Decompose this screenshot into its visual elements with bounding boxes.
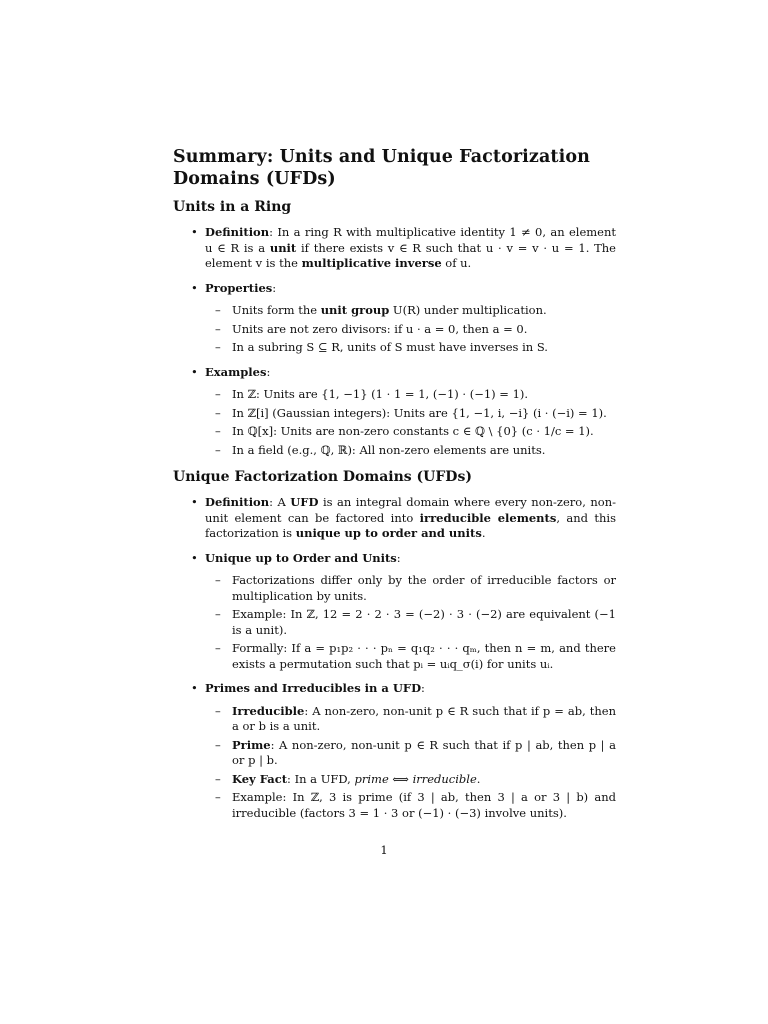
units-properties-item xyxy=(173,281,616,356)
dash-icon: – xyxy=(215,321,221,336)
ufd-definition-text: : A xyxy=(269,495,291,509)
bullet-icon: • xyxy=(191,681,198,695)
ufd-term-irreducible: irreducible elements xyxy=(419,510,557,525)
ufd-definition-label: Definition xyxy=(205,495,270,509)
list-item xyxy=(205,607,616,638)
ufd-term-unique: unique up to order and units xyxy=(295,526,482,540)
dash-icon: – xyxy=(215,387,221,401)
examples-sublist xyxy=(205,387,616,458)
properties-label: Properties xyxy=(205,280,273,295)
list-item-text: Example: In ℤ, 12 = 2 · 2 · 3 = (−2) · 3 · (−2) are equivalent (−1 is a unit). xyxy=(232,607,616,637)
list-item xyxy=(205,573,616,604)
ufd-definition-text-3: , and this factorization is xyxy=(205,510,616,540)
list-item-bold: unit group xyxy=(320,303,390,317)
primes-colon: : xyxy=(421,681,425,695)
ufd-list xyxy=(173,495,616,821)
definition-term-inverse: multiplicative inverse xyxy=(301,256,442,270)
ufd-term: UFD xyxy=(290,495,319,509)
list-item-text: Units form the xyxy=(232,303,321,317)
list-item xyxy=(205,443,616,459)
dash-icon: – xyxy=(215,703,221,718)
irreducible-text: : A non-zero, non-unit p ∈ R such that if p = ab, then a or b is a unit. xyxy=(232,703,616,733)
list-item xyxy=(205,406,616,422)
examples-colon: : xyxy=(266,364,271,379)
prime-text: : A non-zero, non-unit p ∈ R such that if p | ab, then p | a or p | b. xyxy=(232,737,616,767)
keyfact-text: : In a UFD, xyxy=(287,771,355,786)
dash-icon: – xyxy=(215,573,221,587)
list-item xyxy=(205,641,616,672)
dash-icon: – xyxy=(215,405,221,420)
examples-label: Examples xyxy=(205,364,267,379)
unique-colon: : xyxy=(396,550,401,565)
primes-label: Primes and Irreducibles in a UFD xyxy=(205,681,422,695)
keyfact-iff: ⟺ xyxy=(388,771,413,786)
dash-icon: – xyxy=(215,442,221,457)
list-item xyxy=(205,772,616,788)
ufd-primes-item xyxy=(173,681,616,821)
keyfact-label: Key Fact xyxy=(232,771,288,786)
dash-icon: – xyxy=(215,790,221,804)
units-list xyxy=(173,225,616,458)
units-examples-item xyxy=(173,365,616,459)
keyfact-period: . xyxy=(476,771,481,786)
bullet-icon: • xyxy=(191,495,198,509)
ufd-definition-text-2: is an integral domain where every non-zero, non-unit element can be factored into xyxy=(205,495,616,525)
list-item xyxy=(205,387,616,403)
list-item-text: Units are not zero divisors: if u · a = 0, then a = 0. xyxy=(232,321,528,336)
bullet-icon: • xyxy=(191,225,198,239)
list-item xyxy=(205,303,616,319)
bullet-icon: • xyxy=(191,364,198,379)
definition-text-2: if there exists v ∈ R such that u · v = v · u = 1. The element v is the xyxy=(205,240,616,270)
definition-text: : In a ring R with multiplicative identity 1 ≠ 0, an element u ∈ R is a xyxy=(205,225,616,255)
ufd-definition-text-4: . xyxy=(481,526,486,540)
definition-label: Definition xyxy=(205,225,270,239)
keyfact-prime: prime xyxy=(354,771,389,786)
list-item-text: Factorizations differ only by the order of irreducible factors or multiplication by units. xyxy=(232,573,616,603)
list-item xyxy=(205,340,616,356)
page-number: 1 xyxy=(380,843,388,857)
dash-icon: – xyxy=(215,340,221,354)
list-item-text: In a field (e.g., ℚ, ℝ): All non-zero elements are units. xyxy=(232,442,546,457)
unique-sublist xyxy=(205,573,616,672)
list-item-text: In ℤ[i] (Gaussian integers): Units are {1, −1, i, −i} (i · (−i) = 1). xyxy=(232,405,607,420)
dash-icon: – xyxy=(215,641,221,655)
list-item xyxy=(205,322,616,338)
list-item-text: In ℤ: Units are {1, −1} (1 · 1 = 1, (−1) · (−1) = 1). xyxy=(232,387,529,401)
primes-sublist xyxy=(205,704,616,822)
definition-text-3: of u. xyxy=(441,256,472,270)
bullet-icon: • xyxy=(191,550,198,565)
list-item xyxy=(205,738,616,769)
properties-sublist xyxy=(205,303,616,356)
irreducible-label: Irreducible xyxy=(232,703,305,718)
dash-icon: – xyxy=(215,771,221,786)
primes-example-text: Example: In ℤ, 3 is prime (if 3 | ab, then 3 | a or 3 | b) and irreducible (factors 3 = 1 · 3 or (−1) · (−3) involve units). xyxy=(232,790,616,820)
section-heading-ufd: Unique Factorization Domains (UFDs) xyxy=(173,469,472,485)
dash-icon: – xyxy=(215,303,221,317)
document-title: Summary: Units and Unique Factorization Domains (UFDs) xyxy=(173,147,590,189)
dash-icon: – xyxy=(215,424,221,438)
properties-colon: : xyxy=(272,280,277,295)
list-item xyxy=(205,704,616,735)
units-definition-item xyxy=(173,225,616,272)
prime-label: Prime xyxy=(232,737,271,752)
section-heading-units: Units in a Ring xyxy=(173,199,292,215)
unique-label: Unique up to Order and Units xyxy=(205,550,397,565)
bullet-icon: • xyxy=(191,280,198,295)
list-item xyxy=(205,424,616,440)
list-item-text-2: U(R) under multiplication. xyxy=(389,303,547,317)
dash-icon: – xyxy=(215,607,221,621)
list-item-text: In ℚ[x]: Units are non-zero constants c ∈ ℚ \ {0} (c · 1/c = 1). xyxy=(232,424,594,438)
list-item-text: In a subring S ⊆ R, units of S must have inverses in S. xyxy=(232,340,548,354)
ufd-definition-item xyxy=(173,495,616,542)
document-content xyxy=(173,146,616,830)
dash-icon: – xyxy=(215,737,221,752)
list-item-text: Formally: If a = p₁p₂ · · · pₙ = q₁q₂ · · · qₘ, then n = m, and there exists a permutation such that pᵢ = uᵢq_σ(i) for units uᵢ. xyxy=(232,641,616,671)
keyfact-irreducible: irreducible xyxy=(412,771,477,786)
definition-term-unit: unit xyxy=(269,240,297,255)
list-item xyxy=(205,790,616,821)
ufd-unique-item xyxy=(173,551,616,673)
